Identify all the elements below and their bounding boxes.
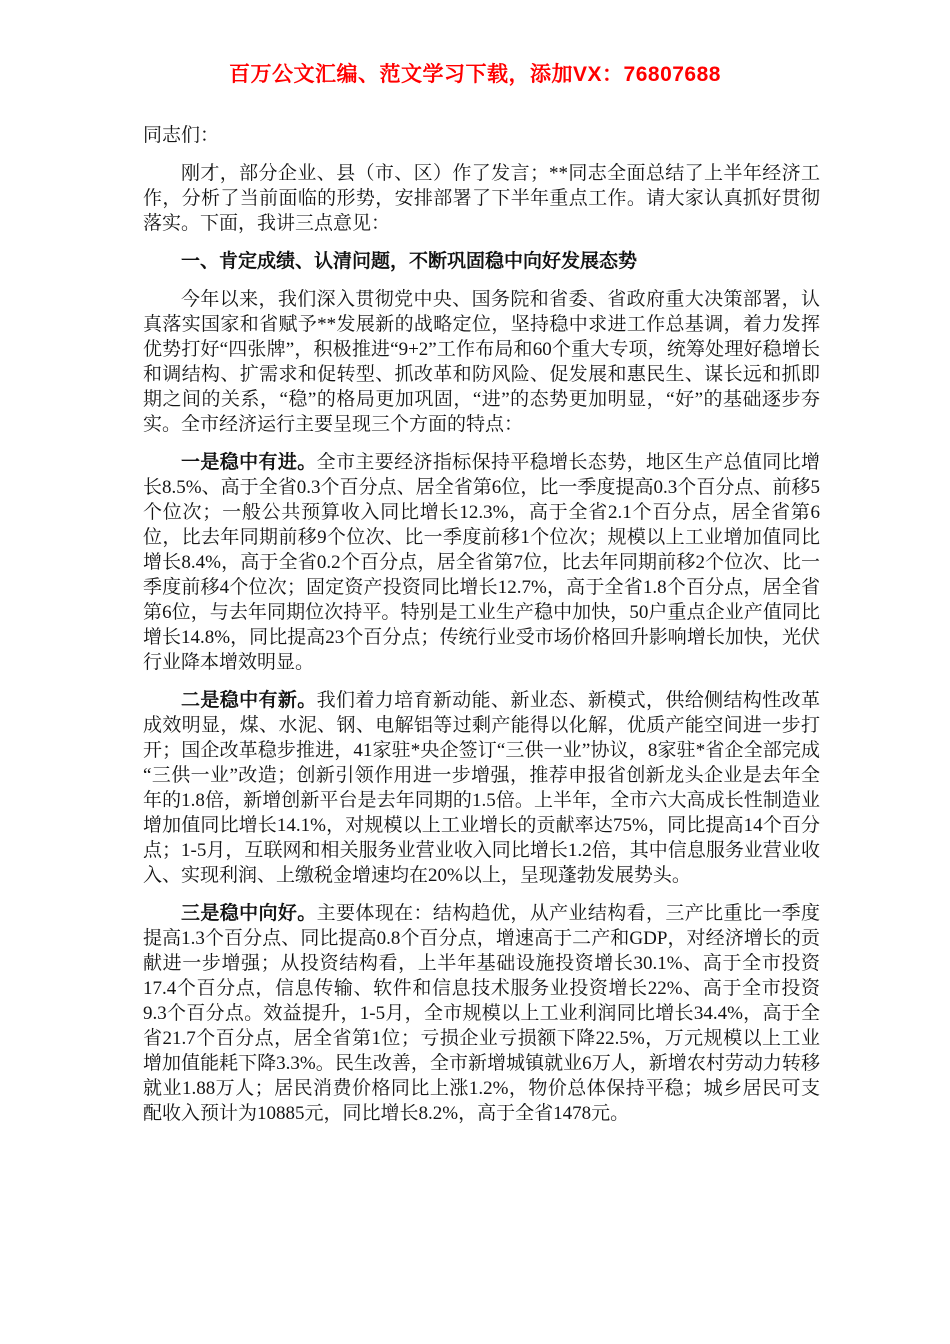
point-paragraph-1 xyxy=(143,450,820,675)
point-paragraph-3 xyxy=(143,901,820,1126)
point-paragraph-2 xyxy=(143,688,820,888)
intro-paragraph: 刚才，部分企业、县（市、区）作了发言；**同志全面总结了上半年经济工作，分析了当前面临的形势，安排部署了下半年重点工作。请大家认真抓好贯彻落实。下面，我讲三点意见： xyxy=(143,163,820,234)
point-text-1: 全市主要经济指标保持平稳增长态势，地区生产总值同比增长8.5%、高于全省0.3个百分点、居全省第6位，比一季度提高0.3个百分点、前移5个位次；一般公共预算收入同比增长12.3%，高于全省2.1个百分点，居全省第6位，比去年同期前移9个位次、比一季度前移1个位次；规模以上工业增加值同比增长8.4%，高于全省0.2个百分点，居全省第7位，比去年同期前移2个位次、比一季度前移4个位次；固定资产投资同比增长12.7%，高于全省1.8个百分点，居全省第6位，与去年同期位次持平。特别是工业生产稳中加快，50户重点企业产值同比增长14.8%，同比提高23个百分点；传统行业受市场价格回升影响增长加快，光伏行业降本增效明显。 xyxy=(143,452,820,673)
point-text-3: 主要体现在：结构趋优，从产业结构看，三产比重比一季度提高1.3个百分点、同比提高0.8个百分点，增速高于二产和GDP，对经济增长的贡献进一步增强；从投资结构看，上半年基础设施投资增长30.1%、高于全市投资17.4个百分点，信息传输、软件和信息技术服务业投资增长22%、高于全市投资9.3个百分点。效益提升，1-5月，全市规模以上工业利润同比增长34.4%，高于全省21.7个百分点，居全省第1位；亏损企业亏损额下降22.5%，万元规模以上工业增加值能耗下降3.3%。民生改善，全市新增城镇就业6万人，新增农村劳动力转移就业1.88万人；居民消费价格同比上涨1.2%，物价总体保持平稳；城乡居民可支配收入预计为10885元，同比增长8.2%，高于全省1478元。 xyxy=(143,903,820,1124)
overview-paragraph: 今年以来，我们深入贯彻党中央、国务院和省委、省政府重大决策部署，认真落实国家和省赋予**发展新的战略定位，坚持稳中求进工作总基调，着力发挥优势打好“四张牌”，积极推进“9+2”工作布局和60个重大专项，统筹处理好稳增长和调结构、扩需求和促转型、抓改革和防风险、促发展和惠民生、谋长远和抓即期之间的关系，“稳”的格局更加巩固，“进”的态势更加明显，“好”的基础逐步夯实。全市经济运行主要呈现三个方面的特点： xyxy=(143,289,820,435)
point-lead-1: 一是稳中有进。 xyxy=(181,452,317,473)
salutation: 同志们： xyxy=(143,125,220,146)
section-heading: 一、肯定成绩、认清问题，不断巩固稳中向好发展态势 xyxy=(181,251,638,272)
point-lead-2: 二是稳中有新。 xyxy=(181,690,317,711)
promo-banner: 百万公文汇编、范文学习下载，添加VX：76807688 xyxy=(229,63,721,86)
point-lead-3: 三是稳中向好。 xyxy=(181,903,317,924)
document-body xyxy=(0,123,950,1126)
point-text-2: 我们着力培育新动能、新业态、新模式，供给侧结构性改革成效明显，煤、水泥、钢、电解铝等过剩产能得以化解，优质产能空间进一步打开；国企改革稳步推进，41家驻*央企签订“三供一业”协议，8家驻*省企全部完成“三供一业”改造；创新引领作用进一步增强，推荐申报省创新龙头企业是去年全年的1.8倍，新增创新平台是去年同期的1.5倍。上半年，全市六大高成长性制造业增加值同比增长14.1%，对规模以上工业增长的贡献率达75%，同比提高14个百分点；1-5月，互联网和相关服务业营业收入同比增长1.2倍，其中信息服务业营业收入、实现利润、上缴税金增速均在20%以上，呈现蓬勃发展势头。 xyxy=(143,690,820,886)
